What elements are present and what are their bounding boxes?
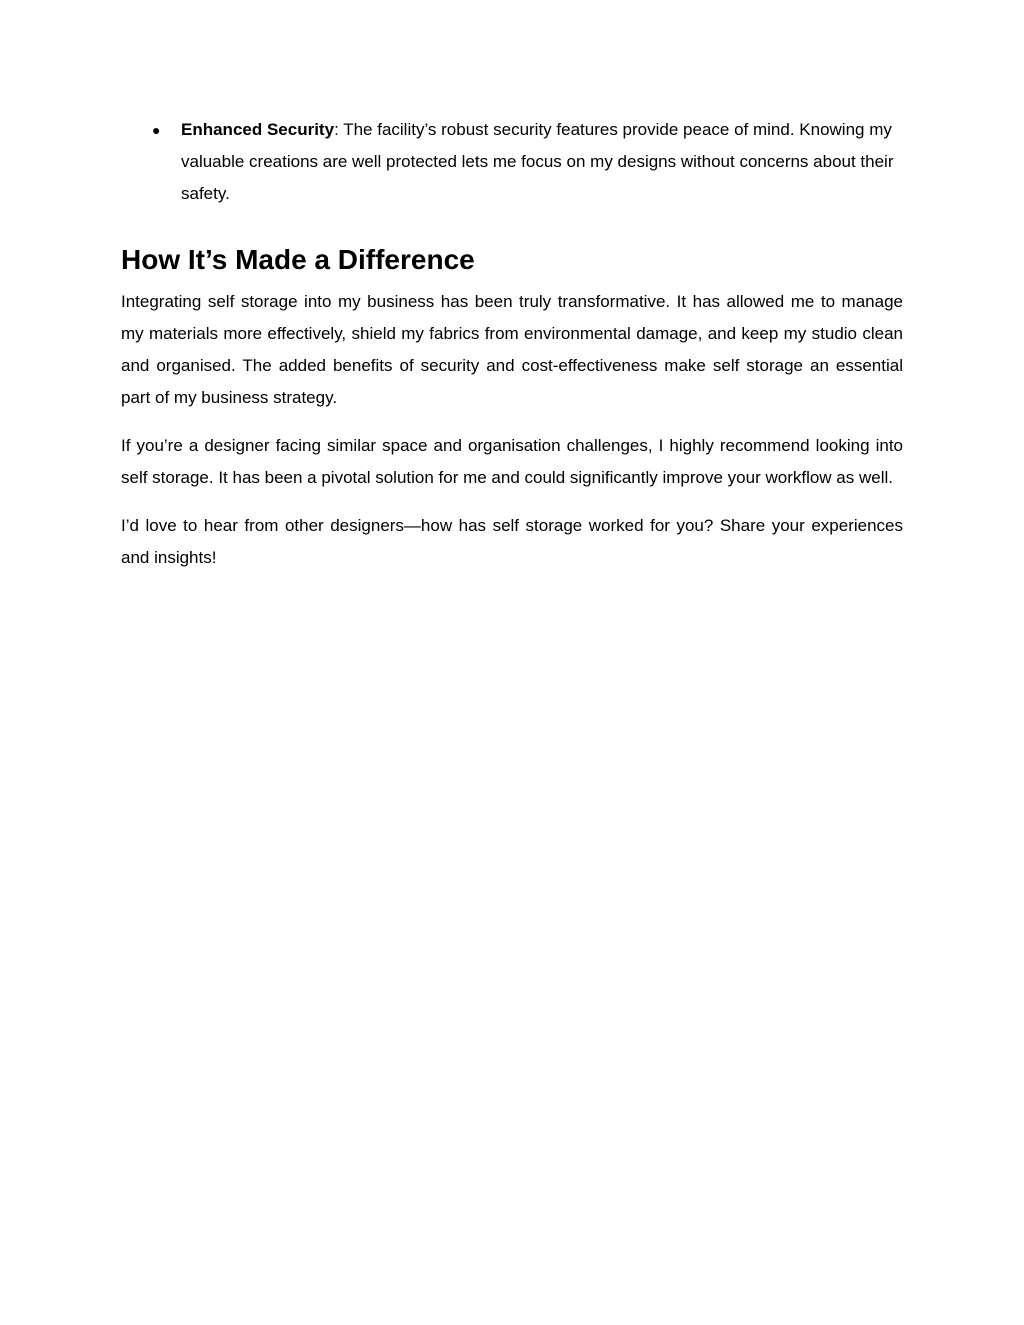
bullet-text: : The facility’s robust security features provide peace of mind. Knowing my valuable creations are well protected lets me focus on my designs without concerns about their safety.: [181, 120, 894, 203]
section-heading: How It’s Made a Difference: [121, 244, 475, 275]
bullet-list: [121, 114, 903, 210]
bullet-item-enhanced-security: [121, 114, 903, 210]
paragraph-transformative: Integrating self storage into my business has been truly transformative. It has allowed me to manage my materials more effectively, shield my fabrics from environmental damage, and keep my studio clean and organised. The added benefits of security and cost-effectiveness make self storage an essential part of my business strategy.: [121, 292, 903, 407]
document-page: [121, 114, 903, 574]
bullet-term: Enhanced Security: [181, 120, 335, 139]
bullet-dot-icon: ●: [152, 122, 161, 138]
paragraph-call-to-action: I’d love to hear from other designers—how has self storage worked for you? Share your experiences and insights!: [121, 516, 903, 567]
paragraph-recommendation: If you’re a designer facing similar space and organisation challenges, I highly recommend looking into self storage. It has been a pivotal solution for me and could significantly improve your workflow as well.: [121, 436, 903, 487]
